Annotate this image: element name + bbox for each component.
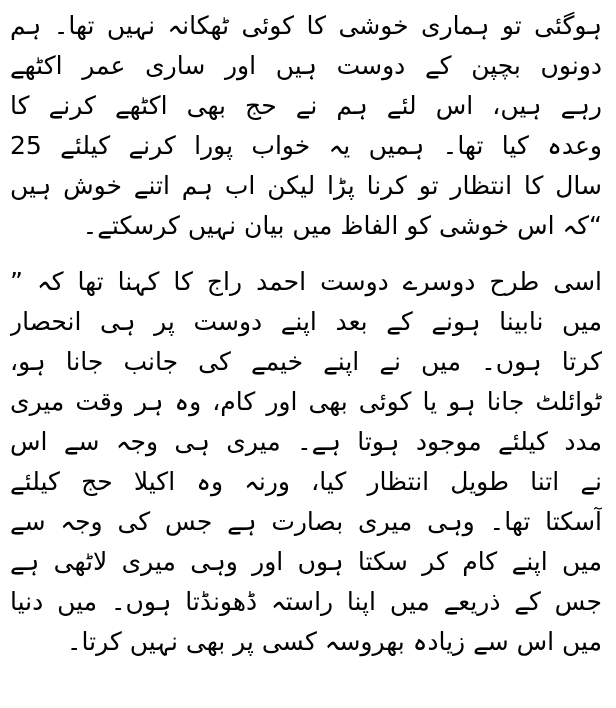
text-line: “کہ اس خوشی کو الفاظ میں بیان نہیں کرسکتے۔ (82, 211, 602, 240)
text-line: میں اپنے کام کر سکتا ہوں اور وہی میری لاٹھی ہے (10, 547, 602, 576)
text-line: آسکتا تھا۔ وہی میری بصارت ہے جس کی وجہ سے (10, 507, 602, 536)
text-line: وعدہ کیا تھا۔ ہمیں یہ خواب پورا کرنے کیلئے 25 (10, 131, 602, 160)
text-line: نے اتنا طویل انتظار کیا، ورنہ وہ اکیلا حج کیلئے (10, 467, 602, 496)
text-line: اسی طرح دوسرے دوست احمد راج کا کہنا تھا کہ ” (10, 267, 602, 296)
text-line: سال کا انتظار تو کرنا پڑا لیکن اب ہم اتنے خوش ہیں (10, 171, 602, 200)
text-line: ہوگئی تو ہماری خوشی کا کوئی ٹھکانہ نہیں تھا۔ ہم (10, 11, 602, 40)
paragraph-2 (10, 262, 602, 662)
text-line: رہے ہیں، اس لئے ہم نے حج بھی اکٹھے کرنے کا (10, 91, 602, 120)
text-line: دونوں بچپن کے دوست ہیں اور ساری عمر اکٹھے (10, 51, 602, 80)
text-line: ٹوائلٹ جانا ہو یا کوئی بھی اور کام، وہ ہر وقت میری (10, 387, 602, 416)
text-line: میں نابینا ہونے کے بعد اپنے دوست پر ہی انحصار (10, 307, 602, 336)
text-line: میں اس سے زیادہ بھروسہ کسی پر بھی نہیں کرتا۔ (66, 627, 602, 656)
text-line: جس کے ذریعے میں اپنا راستہ ڈھونڈتا ہوں۔ میں دنیا (10, 587, 602, 616)
paragraph-1 (10, 6, 602, 246)
text-line: مدد کیلئے موجود ہوتا ہے۔ میری ہی وجہ سے اس (10, 427, 602, 456)
text-line: کرتا ہوں۔ میں نے اپنے خیمے کی جانب جانا ہو، (10, 347, 602, 376)
